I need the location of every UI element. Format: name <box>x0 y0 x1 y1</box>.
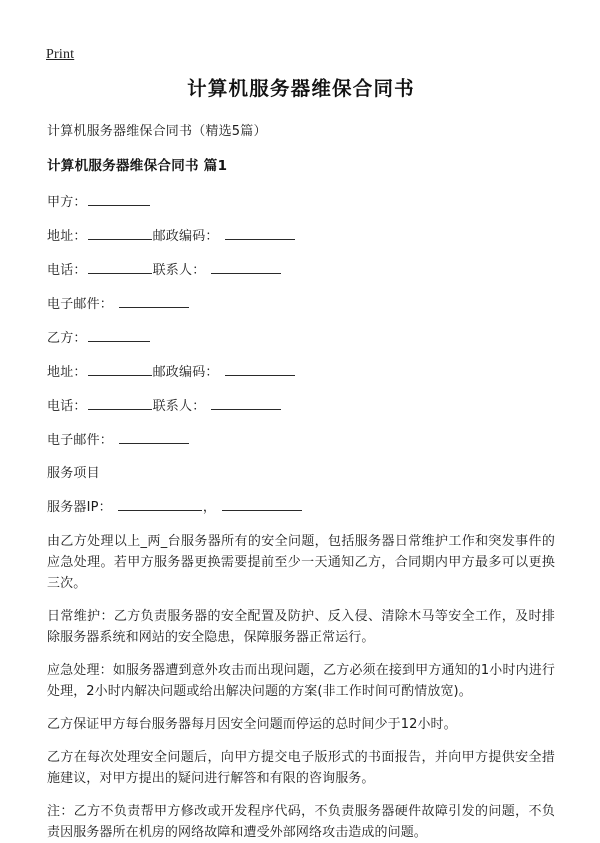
field-blank-phone-b[interactable] <box>88 396 152 410</box>
field-party-b-email <box>47 430 555 451</box>
field-ip-separator: ， <box>202 500 217 515</box>
field-server-ip <box>47 497 555 518</box>
field-label-party-b: 乙方： <box>47 331 87 346</box>
field-party-a-email <box>47 294 555 315</box>
field-blank-phone-a[interactable] <box>88 260 152 274</box>
document-subtitle: 计算机服务器维保合同书（精选5篇） <box>47 124 267 139</box>
field-blank-postcode-b[interactable] <box>225 362 295 376</box>
field-blank-email-a[interactable] <box>119 294 189 308</box>
field-label-postcode-a: 邮政编码： <box>152 229 219 244</box>
field-label-email-a: 电子邮件： <box>47 297 114 312</box>
field-party-b <box>47 328 555 349</box>
field-blank-party-b[interactable] <box>88 328 150 342</box>
paragraph-emergency-handling: 应急处理：如服务器遭到意外攻击而出现问题，乙方必须在接到甲方通知的1小时内进行处理，2小时内解决问题或给出解决问题的方案(非工作时间可酌情放宽)。 <box>47 663 555 699</box>
paragraph-scope-of-service: 由乙方处理以上_两_台服务器所有的安全问题，包括服务器日常维护工作和突发事件的应急处理。若甲方服务器更换需要提前至少一天通知乙方，合同期内甲方最多可以更换三次。 <box>47 534 555 591</box>
field-label-phone-a: 电话： <box>47 263 87 278</box>
field-blank-party-a[interactable] <box>88 192 150 206</box>
field-blank-address-a[interactable] <box>88 226 152 240</box>
field-blank-address-b[interactable] <box>88 362 152 376</box>
field-party-a-address <box>47 226 555 247</box>
field-label-party-a: 甲方： <box>47 195 87 210</box>
field-label-email-b: 电子邮件： <box>47 433 114 448</box>
paragraph-exclusions-note: 注：乙方不负责帮甲方修改或开发程序代码，不负责服务器硬件故障引发的问题，不负责因服务器所在机房的网络故障和遭受外部网络攻击造成的问题。 <box>47 804 555 840</box>
paragraph-reporting: 乙方在每次处理安全问题后，向甲方提交电子版形式的书面报告，并向甲方提供安全措施建议，对甲方提出的疑问进行解答和有限的咨询服务。 <box>47 750 555 786</box>
field-label-phone-b: 电话： <box>47 399 87 414</box>
service-section-heading: 服务项目 <box>47 466 100 481</box>
field-blank-server-ip-1[interactable] <box>118 497 202 511</box>
paragraph-downtime-guarantee: 乙方保证甲方每台服务器每月因安全问题而停运的总时间少于12小时。 <box>47 717 457 732</box>
field-party-b-phone <box>47 396 555 417</box>
paragraph-daily-maintenance: 日常维护：乙方负责服务器的安全配置及防护、反入侵、清除木马等安全工作，及时排除服务器系统和网站的安全隐患，保障服务器正常运行。 <box>47 609 555 645</box>
field-party-a-phone <box>47 260 555 281</box>
field-party-b-address <box>47 362 555 383</box>
document-content <box>47 76 555 843</box>
field-label-address-b: 地址： <box>47 365 87 380</box>
field-blank-contact-a[interactable] <box>211 260 281 274</box>
body-paragraphs <box>47 531 555 843</box>
print-link[interactable]: Print <box>46 47 75 62</box>
field-blank-email-b[interactable] <box>119 430 189 444</box>
field-blank-postcode-a[interactable] <box>225 226 295 240</box>
field-label-contact-a: 联系人： <box>152 263 206 278</box>
field-label-postcode-b: 邮政编码： <box>152 365 219 380</box>
page-title: 计算机服务器维保合同书 <box>187 77 415 100</box>
field-party-a <box>47 192 555 213</box>
field-blank-server-ip-2[interactable] <box>222 497 302 511</box>
field-label-address-a: 地址： <box>47 229 87 244</box>
field-blank-contact-b[interactable] <box>211 396 281 410</box>
field-label-server-ip: 服务器IP： <box>47 500 112 515</box>
section-heading-piece-1: 计算机服务器维保合同书 篇1 <box>47 158 228 174</box>
field-label-contact-b: 联系人： <box>152 399 206 414</box>
